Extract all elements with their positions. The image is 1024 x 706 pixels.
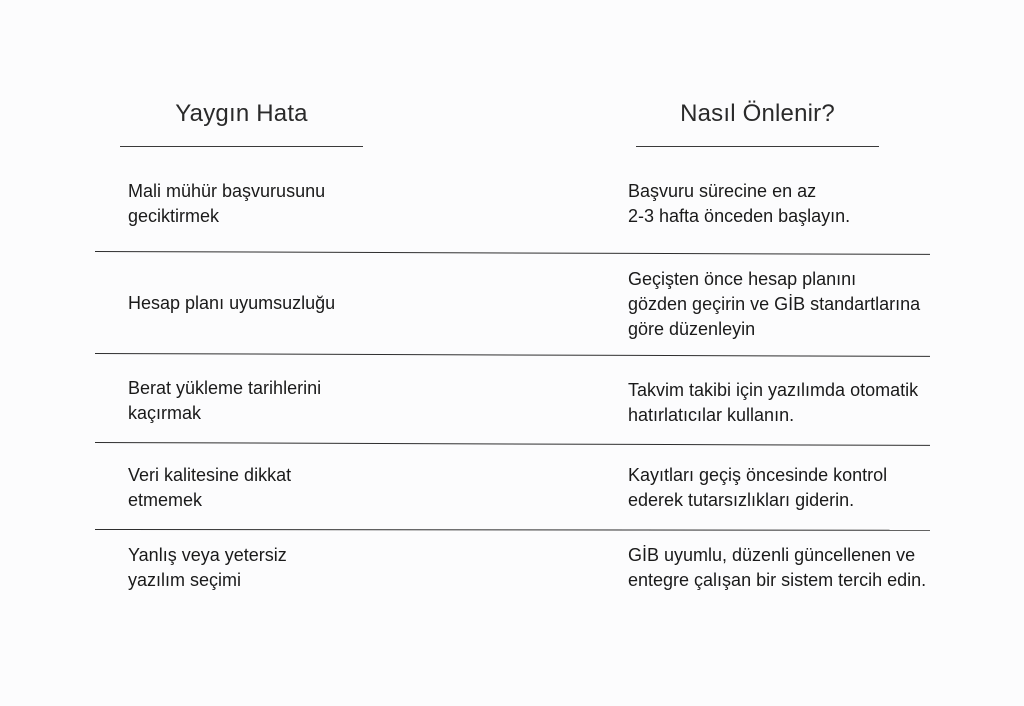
mistake-cell-3: Berat yükleme tarihlerini kaçırmak	[128, 378, 322, 423]
header-divider-left	[120, 146, 363, 147]
prevention-cell-5: GİB uyumlu, düzenli güncellenen ve entegre çalışan bir sistem tercih edin.	[628, 545, 927, 590]
mistake-cell-1: Mali mühür başvurusunu geciktirmek	[128, 181, 326, 226]
row-divider-4	[95, 529, 930, 531]
row-divider-1	[95, 251, 930, 255]
mistake-cell-5: Yanlış veya yetersiz yazılım seçimi	[128, 545, 287, 590]
prevention-cell-3: Takvim takibi için yazılımda otomatik hatırlatıcılar kullanın.	[628, 380, 919, 425]
prevention-cell-1: Başvuru sürecine en az 2-3 hafta önceden başlayın.	[628, 181, 851, 226]
prevention-cell-4: Kayıtları geçiş öncesinde kontrol ederek tutarsızlıkları giderin.	[628, 465, 888, 510]
row-divider-3	[95, 442, 930, 446]
column-header-prevention: Nasıl Önlenir?	[680, 100, 835, 127]
row-divider-2	[95, 353, 930, 357]
prevention-cell-2: Geçişten önce hesap planını gözden geçirin ve GİB standartlarına göre düzenleyin	[628, 269, 921, 339]
mistake-cell-2: Hesap planı uyumsuzluğu	[128, 293, 336, 313]
column-header-mistake: Yaygın Hata	[175, 100, 308, 127]
header-divider-right	[636, 146, 879, 147]
mistake-cell-4: Veri kalitesine dikkat etmemek	[128, 465, 292, 510]
